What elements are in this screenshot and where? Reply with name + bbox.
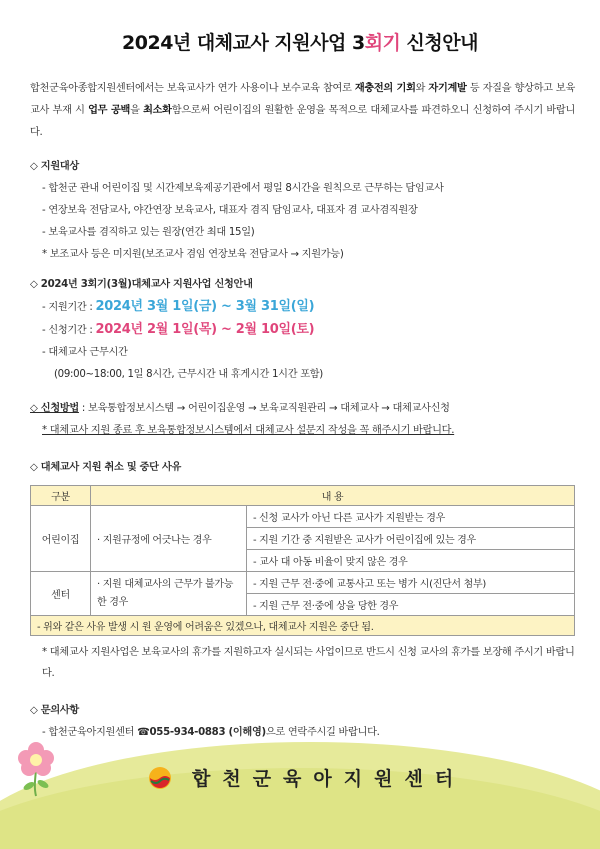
cancel-table: [30, 485, 575, 636]
apply-period: [30, 319, 575, 342]
contact-suffix: 으로 연락주시길 바랍니다.: [265, 727, 380, 738]
apply-heading: ◇ 2024년 3회기(3월)대체교사 지원사업 신청안내: [30, 279, 253, 290]
center-detail: - 지원 근무 전·중에 교통사고 또는 병가 시(진단서 첨부): [247, 572, 575, 594]
target-item: - 합천군 관내 어린이집 및 시간제보육제공기관에서 평일 8시간을 원칙으로 근무하는 담임교사: [42, 183, 444, 194]
method-label: ◇ 신청방법: [30, 403, 79, 414]
support-period-value: 2024년 3월 1일(금) ~ 3월 31일(일): [95, 299, 315, 314]
contact-line: [30, 722, 575, 744]
daycare-detail: - 지원 기간 중 지원받은 교사가 어린이집에 있는 경우: [247, 528, 575, 550]
intro-text: 함으로써 어린이집의 원활한 운영을 목적으로 대체교사를 파견하오니 신청하여 주시기 바랍니다.: [30, 105, 575, 138]
daycare-category: 어린이집: [31, 506, 91, 572]
intro-text: 와: [415, 83, 429, 94]
table-footer-row: [31, 616, 575, 636]
contact-phone: ☎055-934-0883 (이해영): [137, 727, 266, 738]
intro-text: 을: [130, 105, 144, 116]
title-prefix: 2024년 대체교사 지원사업 3: [122, 32, 365, 54]
center-category: 센터: [31, 572, 91, 616]
contact-prefix: - 합천군육아지원센터: [42, 727, 138, 738]
target-item: - 보육교사를 겸직하고 있는 원장(연간 최대 15일): [42, 227, 255, 238]
target-item: - 연장보육 전담교사, 야간연장 보육교사, 대표자 겸직 담임교사, 대표자 겸 교사겸직원장: [42, 205, 418, 216]
org-logo-icon: [148, 766, 172, 790]
work-hours-value: (09:00~18:00, 1일 8시간, 근무시간 내 휴게시간 1시간 포함): [54, 369, 323, 380]
method-section: [30, 398, 575, 442]
daycare-detail: - 교사 대 아동 비율이 맞지 않은 경우: [247, 550, 575, 572]
intro-bold: 업무 공백: [88, 105, 131, 116]
target-heading: ◇ 지원대상: [30, 161, 79, 172]
contact-section: [30, 700, 575, 744]
work-hours-label: - 대체교사 근무시간: [42, 347, 128, 358]
apply-period-value: 2024년 2월 1일(목) ~ 2월 10일(토): [95, 322, 315, 337]
cancel-heading-wrap: [30, 457, 575, 479]
org-name: 합천군육아지원센터: [192, 768, 466, 790]
intro-text: 합천군육아종합지원센터에서는 보육교사가 연가 사용이나 보수교육 참여로: [30, 83, 355, 94]
daycare-reason: · 지원규정에 어긋나는 경우: [91, 506, 247, 572]
cancel-note: * 대체교사 지원사업은 보육교사의 휴가를 지원하고자 실시되는 사업이므로 반드시 신청 교사의 휴가를 보장해 주시기 바랍니다.: [42, 647, 575, 679]
page-title: [0, 28, 600, 55]
col-category: 구분: [31, 486, 91, 506]
contact-heading: ◇ 문의사항: [30, 705, 79, 716]
title-highlight: 회기: [364, 32, 401, 54]
flower-icon: [14, 740, 58, 798]
support-period-label: - 지원기간 :: [42, 302, 96, 313]
support-period: [30, 296, 575, 319]
intro-paragraph: [30, 78, 575, 144]
method-note-text: * 대체교사 지원 종료 후 보육통합정보시스템에서 대체교사 설문지 작성을 꼭 해주시기 바랍니다.: [42, 425, 455, 436]
cancel-heading: ◇ 대체교사 지원 취소 및 중단 사유: [30, 462, 182, 473]
intro-bold: 자기계발: [428, 83, 467, 94]
method-value: : 보육통합정보시스템 → 어린이집운영 → 보육교직원관리 → 대체교사 → 대체교사신청: [78, 403, 450, 414]
table-footer: - 위와 같은 사유 발생 시 원 운영에 어려움은 있겠으나, 대체교사 지원은 중단 됨.: [31, 616, 575, 636]
center-detail: - 지원 근무 전·중에 상을 당한 경우: [247, 594, 575, 616]
target-section: [30, 156, 575, 266]
daycare-detail: - 신청 교사가 아닌 다른 교사가 지원받는 경우: [247, 506, 575, 528]
title-suffix: 신청안내: [400, 32, 478, 54]
center-reason: · 지원 대체교사의 근무가 불가능한 경우: [91, 572, 247, 616]
footer-logo: [148, 764, 465, 791]
apply-section: [30, 274, 575, 386]
method-note: [30, 420, 575, 442]
table-header-row: [31, 486, 575, 506]
intro-bold: 재충전의 기회: [354, 83, 416, 94]
intro-text: 등 자질을 향상하고 보육교사 부재 시: [30, 83, 575, 116]
apply-period-label: - 신청기간 :: [42, 325, 96, 336]
table-row: [31, 506, 575, 528]
method-line: [30, 398, 575, 420]
intro-bold: 최소화: [143, 105, 172, 116]
target-item: * 보조교사 등은 미지원(보조교사 겸임 연장보육 전담교사 → 지원가능): [42, 249, 344, 260]
col-content: 내 용: [91, 486, 575, 506]
table-row: [31, 572, 575, 594]
